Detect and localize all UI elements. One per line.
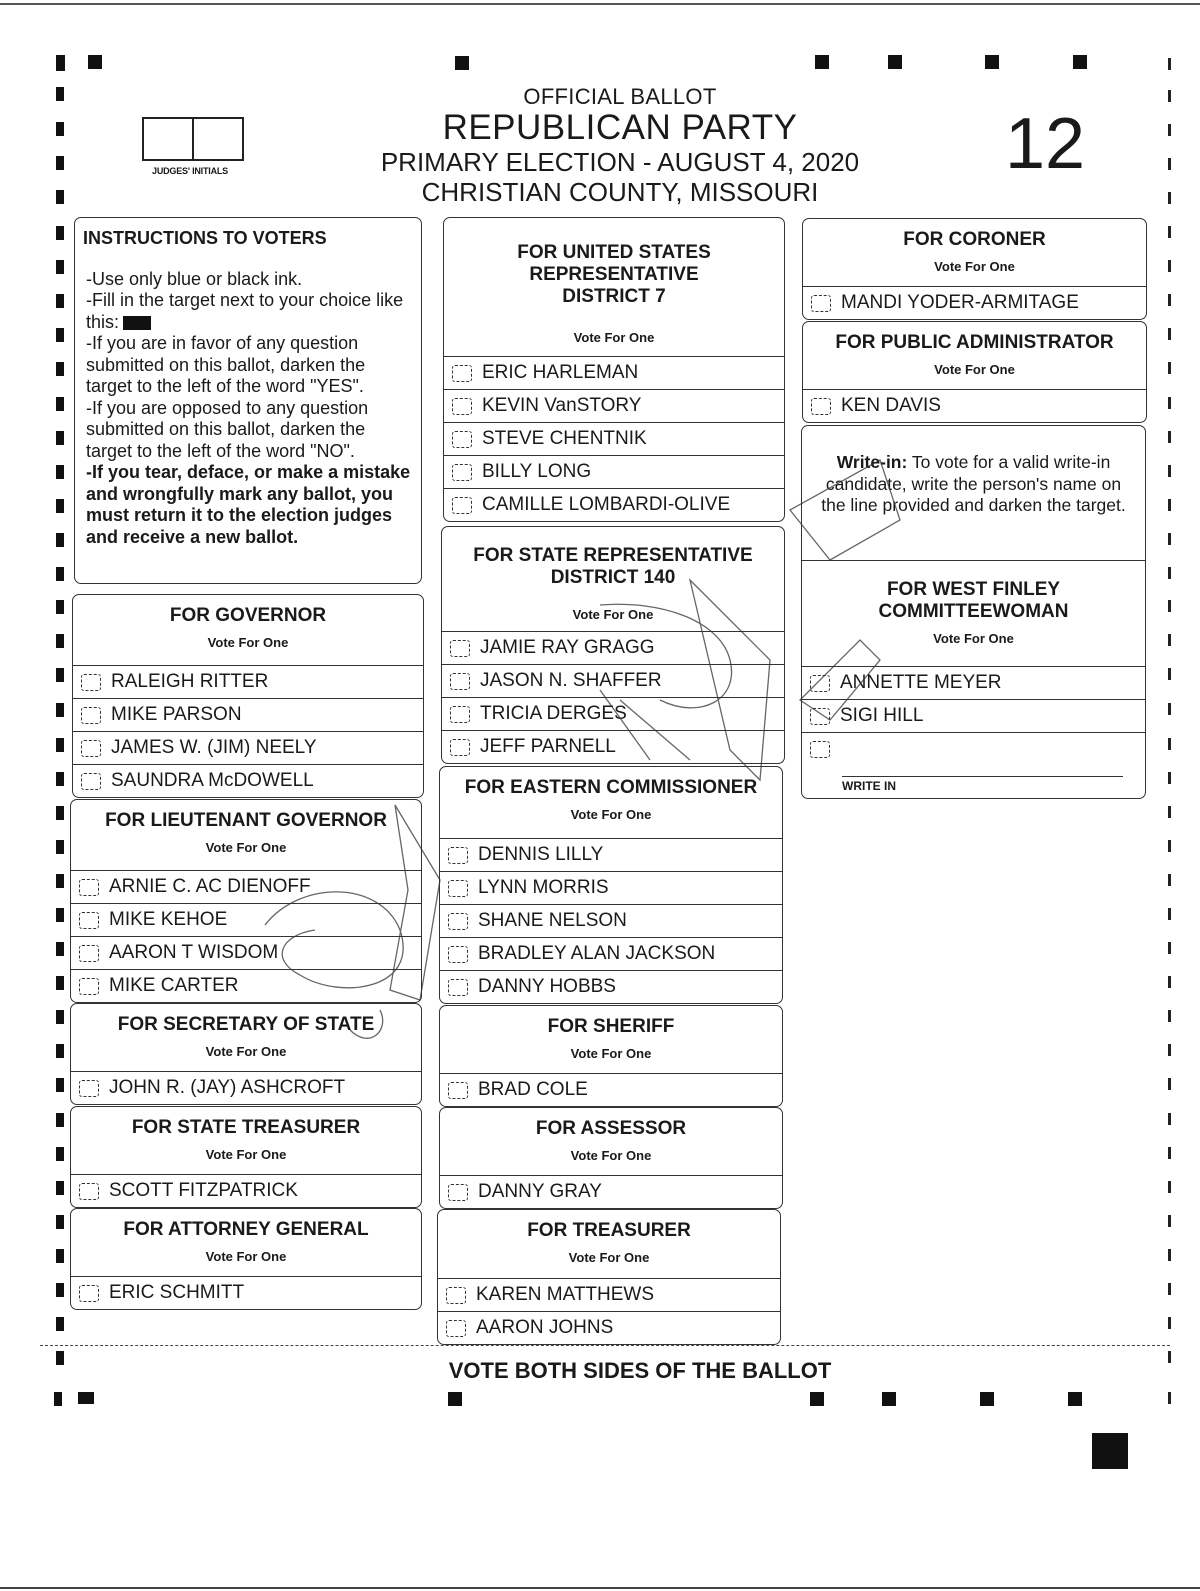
judge-initial-cell[interactable] [192, 119, 242, 159]
timing-mark [1168, 942, 1171, 954]
vote-target-checkbox[interactable] [79, 1285, 99, 1302]
timing-mark [1168, 1044, 1171, 1056]
candidate-option[interactable] [73, 764, 423, 797]
vote-target-checkbox[interactable] [79, 1183, 99, 1200]
vote-target-checkbox[interactable] [450, 673, 470, 690]
timing-mark [56, 703, 64, 717]
timing-mark [1168, 499, 1171, 511]
timing-mark [56, 806, 64, 820]
candidate-list [803, 286, 1146, 319]
writein-instructions [802, 426, 1145, 517]
candidate-list [73, 665, 423, 797]
perforation-line [40, 1345, 1170, 1346]
timing-mark [56, 465, 64, 479]
candidate-list [442, 631, 784, 763]
timing-mark [56, 156, 64, 170]
timing-mark [56, 294, 64, 308]
timing-mark [1168, 533, 1171, 545]
vote-for-one-label: Vote For One [207, 635, 289, 650]
timing-mark [1168, 465, 1171, 477]
timing-mark [56, 874, 64, 888]
candidate-name: JAMES W. (JIM) NEELY [111, 737, 317, 758]
vote-target-checkbox[interactable] [448, 847, 468, 864]
vote-target-checkbox[interactable] [448, 880, 468, 897]
candidate-name: MIKE PARSON [111, 704, 242, 725]
vote-target-checkbox[interactable] [448, 913, 468, 930]
vote-for-one-label: Vote For One [568, 1250, 650, 1265]
scan-bottom-edge [0, 1587, 1200, 1589]
candidate-name: LYNN MORRIS [478, 877, 609, 898]
candidate-name: SHANE NELSON [478, 910, 627, 931]
candidate-name: KAREN MATTHEWS [476, 1284, 655, 1305]
contest-title: FOR ASSESSOR [535, 1118, 687, 1139]
timing-mark [1168, 806, 1171, 818]
contest-public-administrator [802, 321, 1147, 423]
instruction-item: -If you are opposed to any question submitted on this ballot, darken the target to the left of the word "NO". [86, 397, 369, 461]
timing-mark [56, 908, 64, 922]
timing-mark [56, 772, 64, 786]
timing-mark [56, 1351, 64, 1365]
contest-title: FOR STATE TREASURER [131, 1117, 361, 1138]
candidate-name: SAUNDRA McDOWELL [111, 770, 314, 791]
vote-for-one-label: Vote For One [205, 840, 287, 855]
write-in-option[interactable] [802, 732, 1145, 798]
candidate-list [440, 1073, 782, 1106]
candidate-option[interactable] [440, 1175, 782, 1208]
timing-mark [56, 533, 64, 547]
timing-mark [882, 1392, 896, 1406]
write-in-line[interactable] [842, 776, 1123, 777]
candidate-list [803, 389, 1146, 422]
candidate-name: TRICIA DERGES [480, 703, 627, 724]
candidate-list [444, 356, 784, 521]
timing-mark [1168, 1283, 1171, 1295]
scan-top-edge [0, 3, 1200, 5]
timing-mark [56, 600, 64, 614]
timing-mark [56, 1249, 64, 1263]
vote-target-checkbox[interactable] [450, 706, 470, 723]
candidate-option[interactable] [803, 286, 1146, 319]
vote-for-one-label: Vote For One [572, 607, 654, 622]
party-name: REPUBLICAN PARTY [442, 108, 798, 147]
timing-mark [1168, 328, 1171, 340]
candidate-name: JAMIE RAY GRAGG [480, 637, 655, 658]
candidate-option[interactable] [71, 903, 421, 936]
contest-title: FOR GOVERNOR [169, 605, 327, 626]
timing-mark [1168, 908, 1171, 920]
timing-mark [1168, 260, 1171, 272]
vote-for-one-label: Vote For One [570, 807, 652, 822]
vote-target-checkbox[interactable] [79, 978, 99, 995]
write-in-label: WRITE IN [842, 779, 896, 793]
timing-mark [1168, 1317, 1171, 1329]
candidate-option[interactable] [442, 730, 784, 763]
timing-mark [56, 738, 64, 752]
contest-assessor [439, 1107, 783, 1209]
vote-target-checkbox[interactable] [448, 979, 468, 996]
vote-target-checkbox[interactable] [810, 741, 830, 758]
timing-mark [56, 1181, 64, 1195]
timing-mark [815, 55, 829, 69]
timing-mark [56, 397, 64, 411]
instruction-item: -Fill in the target next to your choice like this: [86, 290, 404, 332]
candidate-name: JOHN R. (JAY) ASHCROFT [109, 1077, 346, 1098]
vote-for-one-label: Vote For One [205, 1147, 287, 1162]
timing-mark [1168, 362, 1171, 374]
timing-mark [1168, 600, 1171, 612]
timing-mark [56, 190, 64, 204]
vote-for-one-label: Vote For One [934, 259, 1015, 274]
timing-mark [1168, 158, 1171, 170]
instructions-box [74, 217, 422, 584]
vote-target-checkbox[interactable] [450, 640, 470, 657]
candidate-list [802, 666, 1145, 798]
vote-target-checkbox[interactable] [448, 1082, 468, 1099]
candidate-name: MIKE CARTER [109, 975, 239, 996]
timing-mark [56, 431, 64, 445]
election-name: PRIMARY ELECTION - AUGUST 4, 2020 [380, 147, 860, 177]
contest-title: FOR TREASURER [527, 1220, 691, 1241]
vote-target-checkbox[interactable] [452, 431, 472, 448]
candidate-option[interactable] [440, 904, 782, 937]
candidate-name: SIGI HILL [840, 705, 924, 726]
candidate-option[interactable] [71, 1071, 421, 1104]
timing-mark [448, 1392, 462, 1406]
candidate-option[interactable] [73, 665, 423, 698]
timing-mark [56, 1044, 64, 1058]
timing-mark [56, 362, 64, 376]
contest-sheriff [439, 1005, 783, 1107]
instruction-item: -If you are in favor of any question submitted on this ballot, darken the target to the left of the word "YES". [86, 333, 366, 396]
timing-mark [1168, 1215, 1171, 1227]
writein-text: To vote for a valid write-in candidate, write the person's name on the line provided and darken the target. [821, 452, 1126, 515]
candidate-name: AARON JOHNS [476, 1317, 614, 1338]
timing-mark [1168, 567, 1171, 579]
candidate-name: CAMILLE LOMBARDI-OLIVE [482, 494, 731, 515]
candidate-name: RALEIGH RITTER [111, 671, 269, 692]
vote-target-checkbox[interactable] [79, 945, 99, 962]
vote-target-checkbox[interactable] [811, 295, 831, 312]
timing-mark [1168, 772, 1171, 784]
vote-target-checkbox[interactable] [452, 497, 472, 514]
candidate-name: SCOTT FITZPATRICK [109, 1180, 298, 1201]
timing-mark [56, 1283, 64, 1297]
timing-mark [1168, 294, 1171, 306]
timing-mark [56, 942, 64, 956]
timing-mark [56, 87, 64, 101]
candidate-list [440, 1175, 782, 1208]
timing-mark [810, 1392, 824, 1406]
contest-attorney-general [70, 1208, 422, 1310]
vote-for-one-label: Vote For One [570, 1046, 652, 1061]
contest-secretary-of-state [70, 1003, 422, 1105]
vote-target-checkbox[interactable] [811, 398, 831, 415]
timing-mark [56, 976, 64, 990]
vote-target-checkbox[interactable] [79, 912, 99, 929]
ballot-type: OFFICIAL BALLOT [523, 84, 717, 109]
judge-initial-cell[interactable] [144, 119, 192, 159]
vote-target-checkbox[interactable] [79, 879, 99, 896]
timing-mark [980, 1392, 994, 1406]
vote-target-checkbox[interactable] [81, 674, 101, 691]
candidate-list [438, 1278, 780, 1344]
instruction-item: -Use only blue or black ink. [86, 268, 303, 289]
timing-mark [1168, 703, 1171, 715]
candidate-name: BILLY LONG [482, 461, 592, 482]
candidate-option[interactable] [71, 1174, 421, 1207]
candidate-list [71, 1276, 421, 1309]
writein-committeewoman-box [801, 425, 1146, 799]
candidate-option[interactable] [442, 697, 784, 730]
candidate-name: KEVIN VanSTORY [482, 395, 642, 416]
timing-mark [888, 55, 902, 69]
timing-mark [1168, 738, 1171, 750]
candidate-name: DANNY GRAY [478, 1181, 602, 1202]
vote-target-checkbox[interactable] [452, 365, 472, 382]
timing-mark [1168, 668, 1171, 680]
timing-mark [1168, 1392, 1171, 1404]
timing-mark [56, 1113, 64, 1127]
contest-title: FOR ATTORNEY GENERAL [123, 1219, 369, 1240]
candidate-option[interactable] [71, 1276, 421, 1309]
candidate-option[interactable] [802, 666, 1145, 699]
vote-for-one-label: Vote For One [573, 330, 655, 345]
candidate-option[interactable] [71, 936, 421, 969]
contest-committeewoman [802, 560, 1145, 798]
county-name: CHRISTIAN COUNTY, MISSOURI [421, 177, 819, 207]
candidate-option[interactable] [442, 631, 784, 664]
contest-title: FOR WEST FINLEY COMMITTEEWOMAN [878, 579, 1069, 622]
timing-mark [1168, 1010, 1171, 1022]
timing-mark [56, 260, 64, 274]
candidate-list [71, 1071, 421, 1104]
timing-mark [1168, 840, 1171, 852]
vote-both-sides-notice: VOTE BOTH SIDES OF THE BALLOT [448, 1358, 832, 1383]
candidate-option[interactable] [71, 870, 421, 903]
candidate-option[interactable] [444, 422, 784, 455]
timing-mark [56, 668, 64, 682]
vote-target-checkbox[interactable] [810, 708, 830, 725]
contest-title: FOR SECRETARY OF STATE [117, 1014, 375, 1035]
candidate-option[interactable] [444, 356, 784, 389]
vote-target-checkbox[interactable] [446, 1320, 466, 1337]
instruction-item: -If you tear, deface, or make a mistake and wrongfully mark any ballot, you must return it to the election judges and receive a new ballot. [86, 462, 411, 547]
timing-mark [1168, 1249, 1171, 1261]
candidate-name: BRADLEY ALAN JACKSON [478, 943, 716, 964]
timing-mark [54, 1392, 62, 1406]
candidate-name: ERIC HARLEMAN [482, 362, 639, 383]
timing-mark [1168, 124, 1171, 136]
contest-title: FOR SHERIFF [547, 1016, 675, 1037]
timing-mark [56, 634, 64, 648]
contest-title: FOR PUBLIC ADMINISTRATOR [835, 332, 1114, 353]
contest-title: FOR STATE REPRESENTATIVE DISTRICT 140 [473, 545, 753, 588]
contest-title: FOR EASTERN COMMISSIONER [464, 777, 758, 798]
ballot-style-number: 12 [1005, 104, 1086, 184]
timing-mark [1068, 1392, 1082, 1406]
vote-target-checkbox[interactable] [448, 1184, 468, 1201]
candidate-name: STEVE CHENTNIK [482, 428, 647, 449]
timing-mark [56, 122, 64, 136]
contest-state-representative [441, 526, 785, 764]
timing-mark [1168, 1078, 1171, 1090]
vote-for-one-label: Vote For One [205, 1044, 287, 1059]
contest-coroner [802, 218, 1147, 320]
timing-mark [1168, 634, 1171, 646]
timing-mark [56, 226, 64, 240]
candidate-option[interactable] [440, 838, 782, 871]
timing-mark [56, 1078, 64, 1092]
candidate-name: MANDI YODER-ARMITAGE [841, 292, 1079, 313]
candidate-option[interactable] [440, 937, 782, 970]
timing-mark [56, 1317, 64, 1331]
vote-target-checkbox[interactable] [810, 675, 830, 692]
timing-mark [56, 840, 64, 854]
timing-mark [1168, 1113, 1171, 1125]
candidate-name: ANNETTE MEYER [840, 672, 1002, 693]
candidate-option[interactable] [440, 970, 782, 1003]
timing-mark [1168, 226, 1171, 238]
timing-mark [1168, 431, 1171, 443]
timing-mark [56, 1215, 64, 1229]
candidate-option[interactable] [438, 1278, 780, 1311]
contest-title: FOR UNITED STATES REPRESENTATIVE DISTRICT 7 [517, 242, 711, 307]
writein-lead: Write-in: [836, 452, 908, 472]
filled-target-example-icon [123, 316, 151, 330]
candidate-name: BRAD COLE [478, 1079, 588, 1100]
candidate-name: DANNY HOBBS [478, 976, 616, 997]
contest-governor [72, 594, 424, 798]
timing-mark [78, 1392, 94, 1404]
contest-state-treasurer [70, 1106, 422, 1208]
vote-target-checkbox[interactable] [81, 773, 101, 790]
candidate-list [71, 870, 421, 1002]
candidate-name: JASON N. SHAFFER [480, 670, 662, 691]
vote-target-checkbox[interactable] [450, 739, 470, 756]
vote-target-checkbox[interactable] [452, 398, 472, 415]
candidate-name: JEFF PARNELL [480, 736, 616, 757]
timing-mark [1168, 397, 1171, 409]
judges-initials-label: JUDGES' INITIALS [152, 166, 228, 176]
timing-mark [1073, 55, 1087, 69]
contest-eastern-commissioner [439, 766, 783, 1004]
timing-mark [985, 55, 999, 69]
candidate-option[interactable] [802, 699, 1145, 732]
timing-mark [1168, 1147, 1171, 1159]
timing-mark [56, 567, 64, 581]
timing-mark [1168, 90, 1171, 102]
vote-target-checkbox[interactable] [81, 707, 101, 724]
timing-mark [88, 55, 102, 69]
timing-mark [56, 1010, 64, 1024]
candidate-option[interactable] [73, 731, 423, 764]
contest-title: FOR CORONER [903, 229, 1046, 250]
judges-initials-box[interactable] [142, 117, 244, 161]
candidate-option[interactable] [440, 1073, 782, 1106]
vote-target-checkbox[interactable] [79, 1080, 99, 1097]
candidate-name: ERIC SCHMITT [109, 1282, 245, 1303]
timing-mark [1168, 976, 1171, 988]
timing-mark [56, 328, 64, 342]
candidate-option[interactable] [444, 455, 784, 488]
candidate-option[interactable] [71, 969, 421, 1002]
vote-for-one-label: Vote For One [934, 362, 1015, 377]
vote-target-checkbox[interactable] [81, 740, 101, 757]
candidate-option[interactable] [442, 664, 784, 697]
candidate-option[interactable] [444, 488, 784, 521]
contest-lieutenant-governor [70, 799, 422, 1003]
timing-mark [455, 56, 469, 70]
candidate-name: KEN DAVIS [841, 395, 941, 416]
contest-us-representative [443, 217, 785, 522]
candidate-name: DENNIS LILLY [478, 844, 604, 865]
candidate-option[interactable] [444, 389, 784, 422]
ballot-header [300, 86, 940, 205]
timing-mark [56, 499, 64, 513]
contest-treasurer [437, 1209, 781, 1345]
vote-target-checkbox[interactable] [448, 946, 468, 963]
vote-target-checkbox[interactable] [446, 1287, 466, 1304]
candidate-option[interactable] [803, 389, 1146, 422]
candidate-option[interactable] [438, 1311, 780, 1344]
candidate-name: AARON T WISDOM [109, 942, 279, 963]
contest-title: FOR LIEUTENANT GOVERNOR [105, 810, 387, 831]
candidate-list [440, 838, 782, 1003]
timing-mark [1168, 874, 1171, 886]
vote-for-one-label: Vote For One [205, 1249, 287, 1264]
timing-mark [56, 1147, 64, 1161]
timing-mark [1168, 58, 1171, 70]
timing-mark [1168, 1181, 1171, 1193]
timing-mark [1092, 1433, 1128, 1469]
timing-mark [56, 55, 65, 71]
candidate-option[interactable] [440, 871, 782, 904]
candidate-option[interactable] [73, 698, 423, 731]
timing-mark [1168, 1351, 1171, 1363]
candidate-name: ARNIE C. AC DIENOFF [109, 876, 311, 897]
vote-for-one-label: Vote For One [933, 631, 1014, 646]
vote-for-one-label: Vote For One [570, 1148, 652, 1163]
vote-target-checkbox[interactable] [452, 464, 472, 481]
instructions-title: INSTRUCTIONS TO VOTERS [83, 228, 327, 248]
candidate-name: MIKE KEHOE [109, 909, 228, 930]
candidate-list [71, 1174, 421, 1207]
timing-mark [1168, 192, 1171, 204]
